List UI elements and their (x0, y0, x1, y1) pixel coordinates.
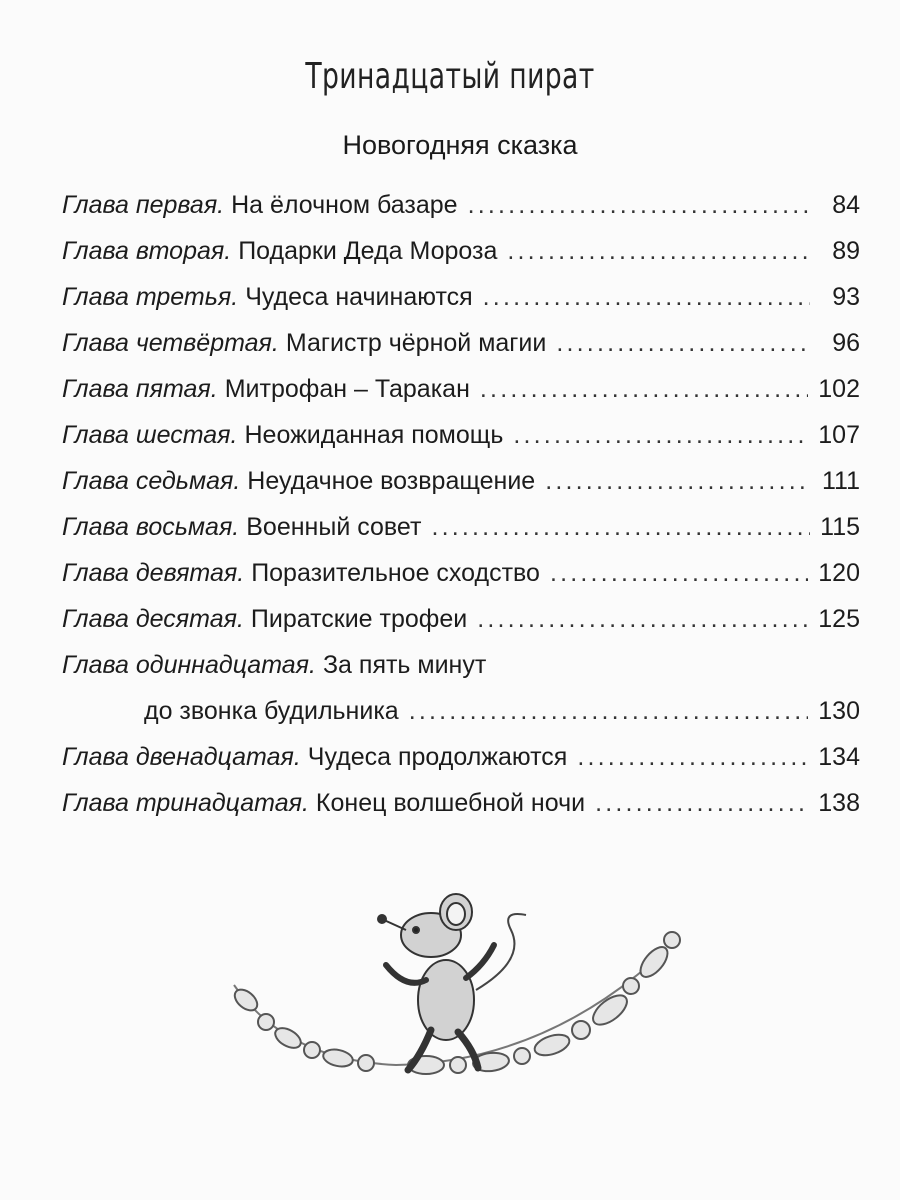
toc-row[interactable] (62, 789, 860, 835)
toc-row[interactable] (62, 467, 860, 513)
dot-leader (556, 329, 810, 358)
toc-row[interactable] (62, 743, 860, 789)
dot-leader (513, 421, 808, 450)
chapter-label: Глава седьмая. (62, 467, 241, 495)
page-number: 96 (832, 329, 860, 357)
chapter-title: Неудачное возвращение (247, 467, 536, 495)
chapter-title: Пиратские трофеи (250, 605, 468, 633)
chapter-title: Подарки Деда Мороза (238, 237, 498, 265)
chapter-label: Глава третья. (62, 283, 239, 311)
page-number: 134 (818, 743, 860, 771)
chapter-label: Глава четвёртая. (62, 329, 279, 357)
dot-leader (480, 375, 808, 404)
chapter-title: Чудеса продолжаются (307, 743, 568, 771)
toc-row[interactable] (62, 421, 860, 467)
page-number: 120 (818, 559, 860, 587)
toc-row[interactable] (62, 237, 860, 283)
chapter-label: Глава вторая. (62, 237, 232, 265)
page-number: 138 (818, 789, 860, 817)
chapter-title: На ёлочном базаре (231, 191, 458, 219)
dot-leader (577, 743, 808, 772)
dot-leader (431, 513, 810, 542)
dot-leader (468, 191, 810, 220)
toc-row[interactable] (62, 513, 860, 559)
page-number: 107 (818, 421, 860, 449)
chapter-label: Глава пятая. (62, 375, 218, 403)
chapter-title: Поразительное сходство (251, 559, 540, 587)
chapter-title: Митрофан – Таракан (224, 375, 470, 403)
chapter-label: Глава тринадцатая. (62, 789, 309, 817)
chapter-label: Глава двенадцатая. (62, 743, 301, 771)
page-number: 93 (832, 283, 860, 311)
chapter-label: Глава шестая. (62, 421, 238, 449)
chapter-title: Чудеса начинаются (245, 283, 473, 311)
toc-row[interactable] (62, 605, 860, 651)
chapter-title: Неожиданная помощь (244, 421, 504, 449)
toc-row[interactable] (62, 191, 860, 237)
chapter-title: Магистр чёрной магии (285, 329, 547, 357)
chapter-label: Глава девятая. (62, 559, 245, 587)
chapter-title: Военный совет (246, 513, 422, 541)
chapter-title: За пять минут (322, 651, 487, 679)
dot-leader (409, 697, 809, 726)
page-number: 102 (818, 375, 860, 403)
mouse-on-garland-icon (226, 890, 706, 1090)
chapter-label: Глава первая. (62, 191, 225, 219)
chapter-label: Глава восьмая. (62, 513, 240, 541)
page-number: 125 (818, 605, 860, 633)
dot-leader (477, 605, 808, 634)
dot-leader (507, 237, 810, 266)
dot-leader (550, 559, 808, 588)
book-subtitle: Новогодняя сказка (342, 130, 578, 160)
chapter-title-continuation: до звонка будильника (144, 697, 399, 725)
chapter-title: Конец волшебной ночи (315, 789, 586, 817)
dot-leader (483, 283, 810, 312)
page-number: 111 (821, 467, 860, 495)
dot-leader (595, 789, 808, 818)
toc-row[interactable] (62, 329, 860, 375)
book-title: Тринадцатый пират (305, 56, 595, 97)
page-number: 89 (832, 237, 860, 265)
table-of-contents (62, 191, 860, 835)
page-number: 130 (818, 697, 860, 725)
dot-leader (545, 467, 810, 496)
chapter-label: Глава одиннадцатая. (62, 651, 316, 679)
toc-row[interactable] (62, 375, 860, 421)
chapter-label: Глава десятая. (62, 605, 244, 633)
toc-row[interactable] (62, 651, 860, 697)
toc-row-continuation[interactable] (62, 697, 860, 743)
page-number: 115 (820, 513, 860, 541)
page-number: 84 (832, 191, 860, 219)
toc-row[interactable] (62, 283, 860, 329)
toc-row[interactable] (62, 559, 860, 605)
